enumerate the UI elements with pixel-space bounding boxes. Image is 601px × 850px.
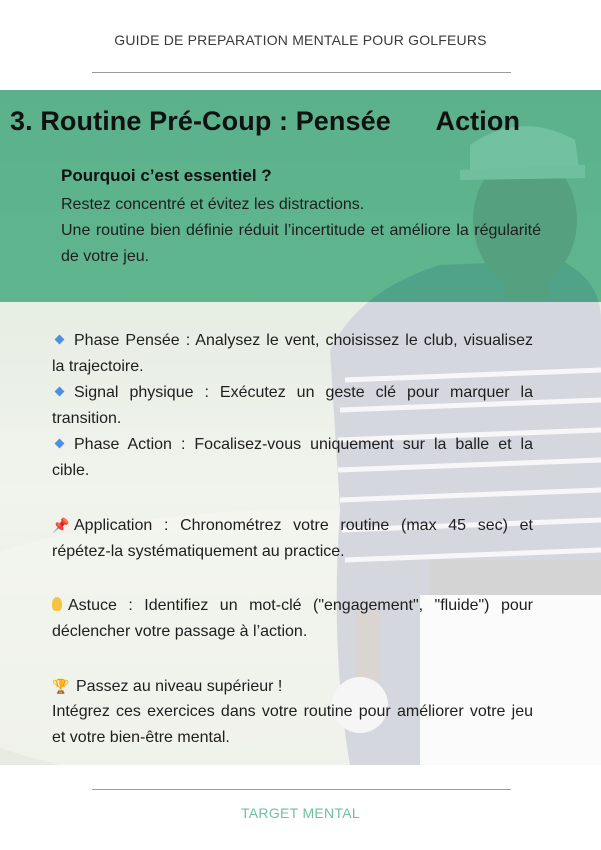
blue-diamond-icon [55,439,65,449]
blue-diamond-icon [55,387,65,397]
lightbulb-icon [52,597,62,611]
why-line-2: Une routine bien définie réduit l’incertitude et améliore la régularité de votre jeu. [61,222,541,265]
application-block [52,512,533,565]
bullet-text: Signal physique : Exécutez un geste clé pour marquer la transition. [52,384,533,427]
application-text: Application : Chronométrez votre routine (max 45 sec) et répétez-la systématiquement au practice. [52,517,533,560]
next-level-heading-row [52,673,533,700]
bullet-item [52,432,533,484]
next-level-text: Intégrez ces exercices dans votre routine pour améliorer votre jeu et votre bien-être mental. [52,703,533,746]
why-line-1: Restez concentré et évitez les distractions. [61,196,365,213]
pushpin-icon: 📌 [52,517,70,533]
header-title: GUIDE DE PREPARATION MENTALE POUR GOLFEURS [114,32,487,48]
bullet-text: Phase Action : Focalisez-vous uniquement sur la balle et la cible. [52,436,533,479]
header-divider [92,72,511,73]
tip-block [52,593,533,645]
bullet-text: Phase Pensée : Analysez le vent, choisissez le club, visualisez la trajectoire. [52,332,533,375]
why-heading: Pourquoi c’est essentiel ? [61,166,272,185]
footer-divider [92,789,511,790]
section-title: 3. Routine Pré-Coup : Pensée Action [10,106,521,136]
tip-text: Astuce : Identifiez un mot-clé ("engagement", "fluide") pour déclencher votre passage à l’action. [52,597,533,640]
next-level-heading: Passez au niveau supérieur ! [76,678,283,695]
trophy-icon: 🏆 [52,678,70,694]
bullet-item [52,380,533,432]
bullet-item [52,328,533,380]
footer-brand: TARGET MENTAL [240,805,361,821]
blue-diamond-icon [55,335,65,345]
